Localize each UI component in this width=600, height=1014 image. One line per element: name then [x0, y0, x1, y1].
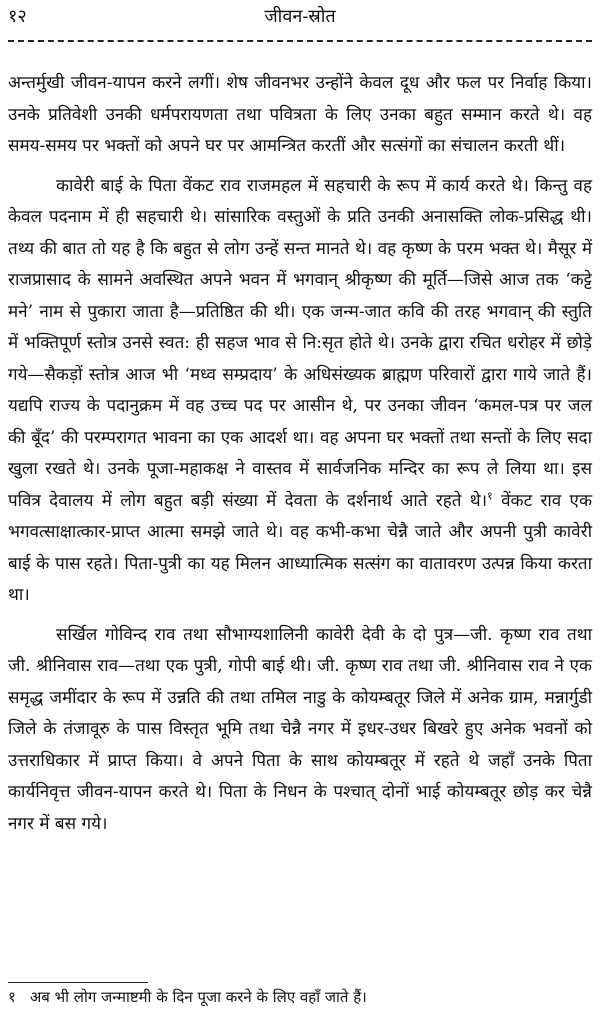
page-header — [8, 4, 592, 32]
footnote — [8, 986, 592, 1008]
body-text — [8, 68, 592, 840]
footnote-divider — [8, 982, 148, 983]
paragraph-2-text: कावेरी बाई के पिता वेंकट राव राजमहल में सहचारी के रूप में कार्य करते थे। किन्तु वह केवल पदनाम में ही सहचारी थे। सांसारिक वस्तुओं के प्रति उनकी अनासक्ति लोक-प्रसिद्ध थी। तथ्य की बात तो यह है कि बहुत से लोग उन्हें सन्त मानते थे। वह कृष्ण के परम भक्त थे। मैसूर में राजप्रासाद के सामने अवस्थित अपने भवन में भगवान् श्रीकृष्ण की मूर्ति—जिसे आज तक ‘कट्टे मने’ नाम से पुकारा जाता है—प्रतिष्ठित की थी। एक जन्म-जात कवि की तरह भगवान् की स्तुति में भक्तिपूर्ण स्तोत्र उनसे स्वत: ही सहज भाव से नि:सृत होते थे। उनके द्वारा रचित धरोहर में छोड़े गये—सैकड़ों स्तोत्र आज भी ‘मध्व सम्प्रदाय’ के अधिसंख्यक ब्राह्मण परिवारों द्वारा गाये जाते हैं। यद्यपि राज्य के पदानुक्रम में वह उच्च पद पर आसीन थे, पर उनका जीवन ‘कमल-पत्र पर जल की बूँद’ की परम्परागत भावना का एक आदर्श था। वह अपना घर भक्तों तथा सन्तों के लिए सदा खुला रखते थे। उनके पूजा-महाकक्ष ने वास्तव में सार्वजनिक मन्दिर का रूप ले लिया था। इस पवित्र देवालय में लोग बहुत बड़ी संख्या में देवता के दर्शनार्थ आते रहते थे। — [8, 175, 592, 511]
footnote-marker: १ — [8, 988, 16, 1006]
paragraph-1: अन्तर्मुखी जीवन-यापन करने लगीं। शेष जीवनभर उन्होंने केवल दूध और फल पर निर्वाह किया। उनके प्रतिवेशी उनकी धर्मपरायणता तथा पवित्रता के लिए उनका बहुत सम्मान करते थे। वह समय-समय पर भक्तों को अपने घर पर आमन्त्रित करतीं और सत्संगों का संचालन करती थीं। — [8, 73, 592, 156]
paragraph-2-continuation: वेंकट राव एक भगवत्साक्षात्कार-प्राप्त आत्मा समझे जाते थे। वह कभी-कभा चेन्नै जाते और अपनी पुत्री कावेरी बाई के पास रहते। पिता-पुत्री का यह मिलन आध्यात्मिक सत्संग का वातावरण उत्पन्न किया करता था। — [8, 490, 592, 605]
running-title: जीवन-स्रोत — [264, 6, 336, 27]
paragraph-3: सर्खिल गोविन्द राव तथा सौभाग्यशालिनी कावेरी देवी के दो पुत्र—जी. कृष्ण राव तथा जी. श्रीनिवास राव—तथा एक पुत्री, गोपी बाई थी। जी. कृष्ण राव तथा जी. श्रीनिवास राव ने एक समृद्ध जमींदार के रूप में उन्नति की तथा तमिल नाडु के कोयम्बतूर जिले में अनेक ग्राम, मन्नार्गुडी जिले के तंजावूरु के पास विस्तृत भूमि तथा चेन्नै नगर में इधर-उधर बिखरे हुए अनेक भवनों को उत्तराधिकार में प्राप्त किया। वे अपने पिता के साथ कोयम्बतूर में रहते थे जहाँ उनके पिता कार्यनिवृत्त जीवन-यापन करते थे। पिता के निधन के पश्चात् दोनों भाई कोयम्बतूर छोड़ कर चेन्नै नगर में बस गये। — [8, 624, 592, 834]
page-number: १२ — [8, 6, 27, 27]
paragraph-2 — [8, 171, 592, 612]
footnote-text: अब भी लोग जन्माष्टमी के दिन पूजा करने के लिए वहाँ जाते हैं। — [29, 988, 367, 1006]
footnote-reference: १ — [487, 488, 493, 502]
header-divider — [8, 40, 592, 42]
